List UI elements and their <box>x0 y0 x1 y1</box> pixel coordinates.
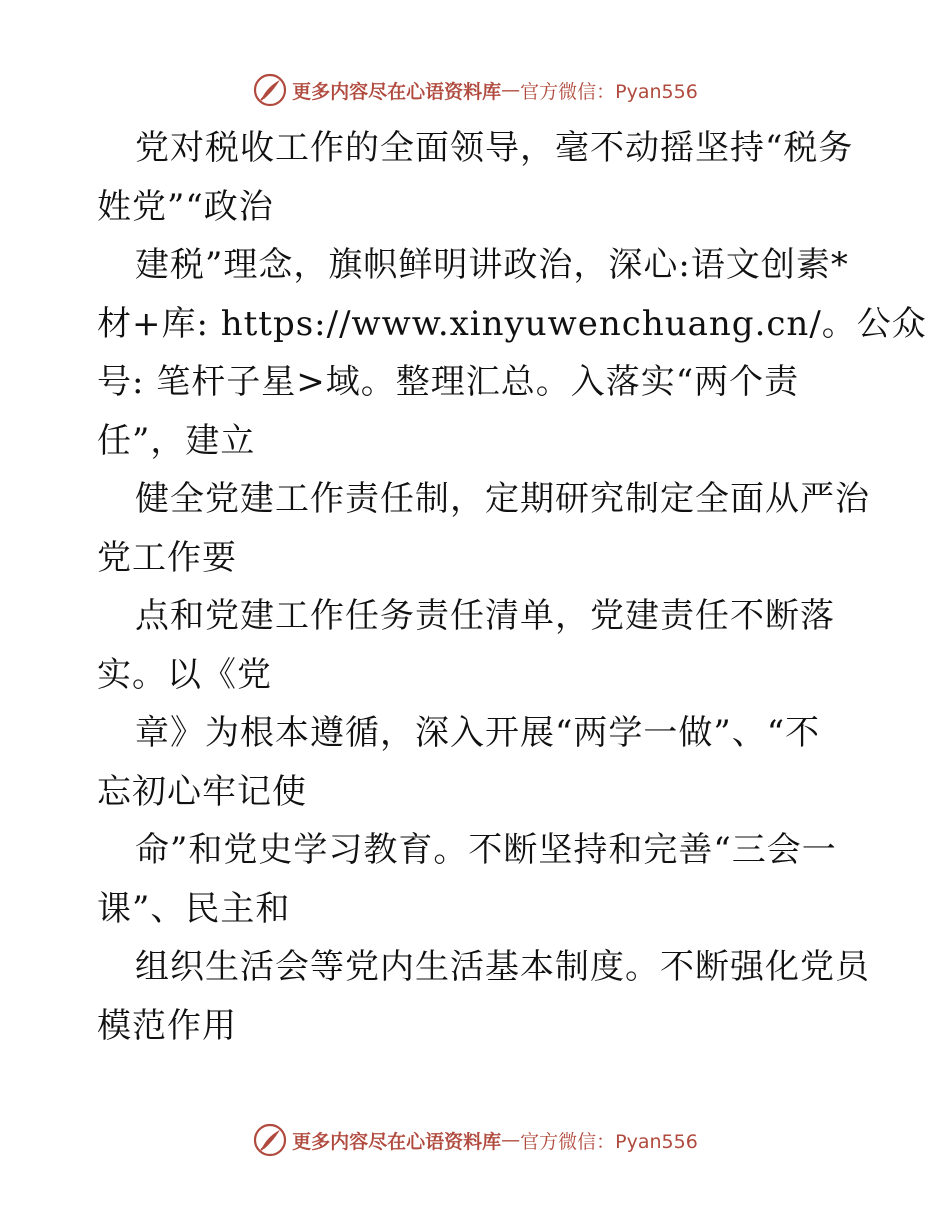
quill-logo-icon <box>252 72 288 108</box>
banner-dash: — <box>501 1129 521 1151</box>
text-line: 党对税收工作的全面领导，毫不动摇坚持“税务 <box>135 128 854 168</box>
text-line: 材+库: https://www.xinyuwenchuang.cn/。公众 <box>97 303 927 344</box>
text-line: 课”、民主和 <box>97 888 291 929</box>
text-line: 党工作要 <box>97 537 237 578</box>
text-line: 章》为根本遵循，深入开展“两学一做”、“不 <box>135 713 821 753</box>
text-line: 点和党建工作任务责任清单，党建责任不断落 <box>135 596 835 636</box>
document-body <box>97 119 927 1055</box>
text-line: 命”和党史学习教育。不断坚持和完善“三会一 <box>135 830 837 870</box>
banner-wechat: 官方微信：Pyan556 <box>520 80 698 103</box>
banner-wechat: 官方微信：Pyan556 <box>520 1130 698 1153</box>
text-line: 姓党”“政治 <box>97 186 274 227</box>
header-banner <box>0 70 950 110</box>
banner-title: 更多内容尽在心语资料库 <box>292 1130 502 1153</box>
footer-banner <box>0 1120 950 1160</box>
banner-dash: — <box>501 79 521 101</box>
text-line: 号: 笔杆子星>域。整理汇总。入落实“两个责 <box>97 362 800 402</box>
text-line: 忘初心牢记使 <box>97 771 307 812</box>
banner-title: 更多内容尽在心语资料库 <box>292 80 502 103</box>
text-line: 模范作用 <box>97 1005 237 1046</box>
text-line: 建税”理念，旗帜鲜明讲政治，深心:语文创素* <box>135 245 849 285</box>
text-line: 实。以《党 <box>97 654 272 695</box>
quill-logo-icon <box>252 1122 288 1158</box>
text-line: 任”，建立 <box>97 420 256 461</box>
text-line: 健全党建工作责任制，定期研究制定全面从严治 <box>135 479 870 519</box>
text-line: 组织生活会等党内生活基本制度。不断强化党员 <box>135 947 870 987</box>
